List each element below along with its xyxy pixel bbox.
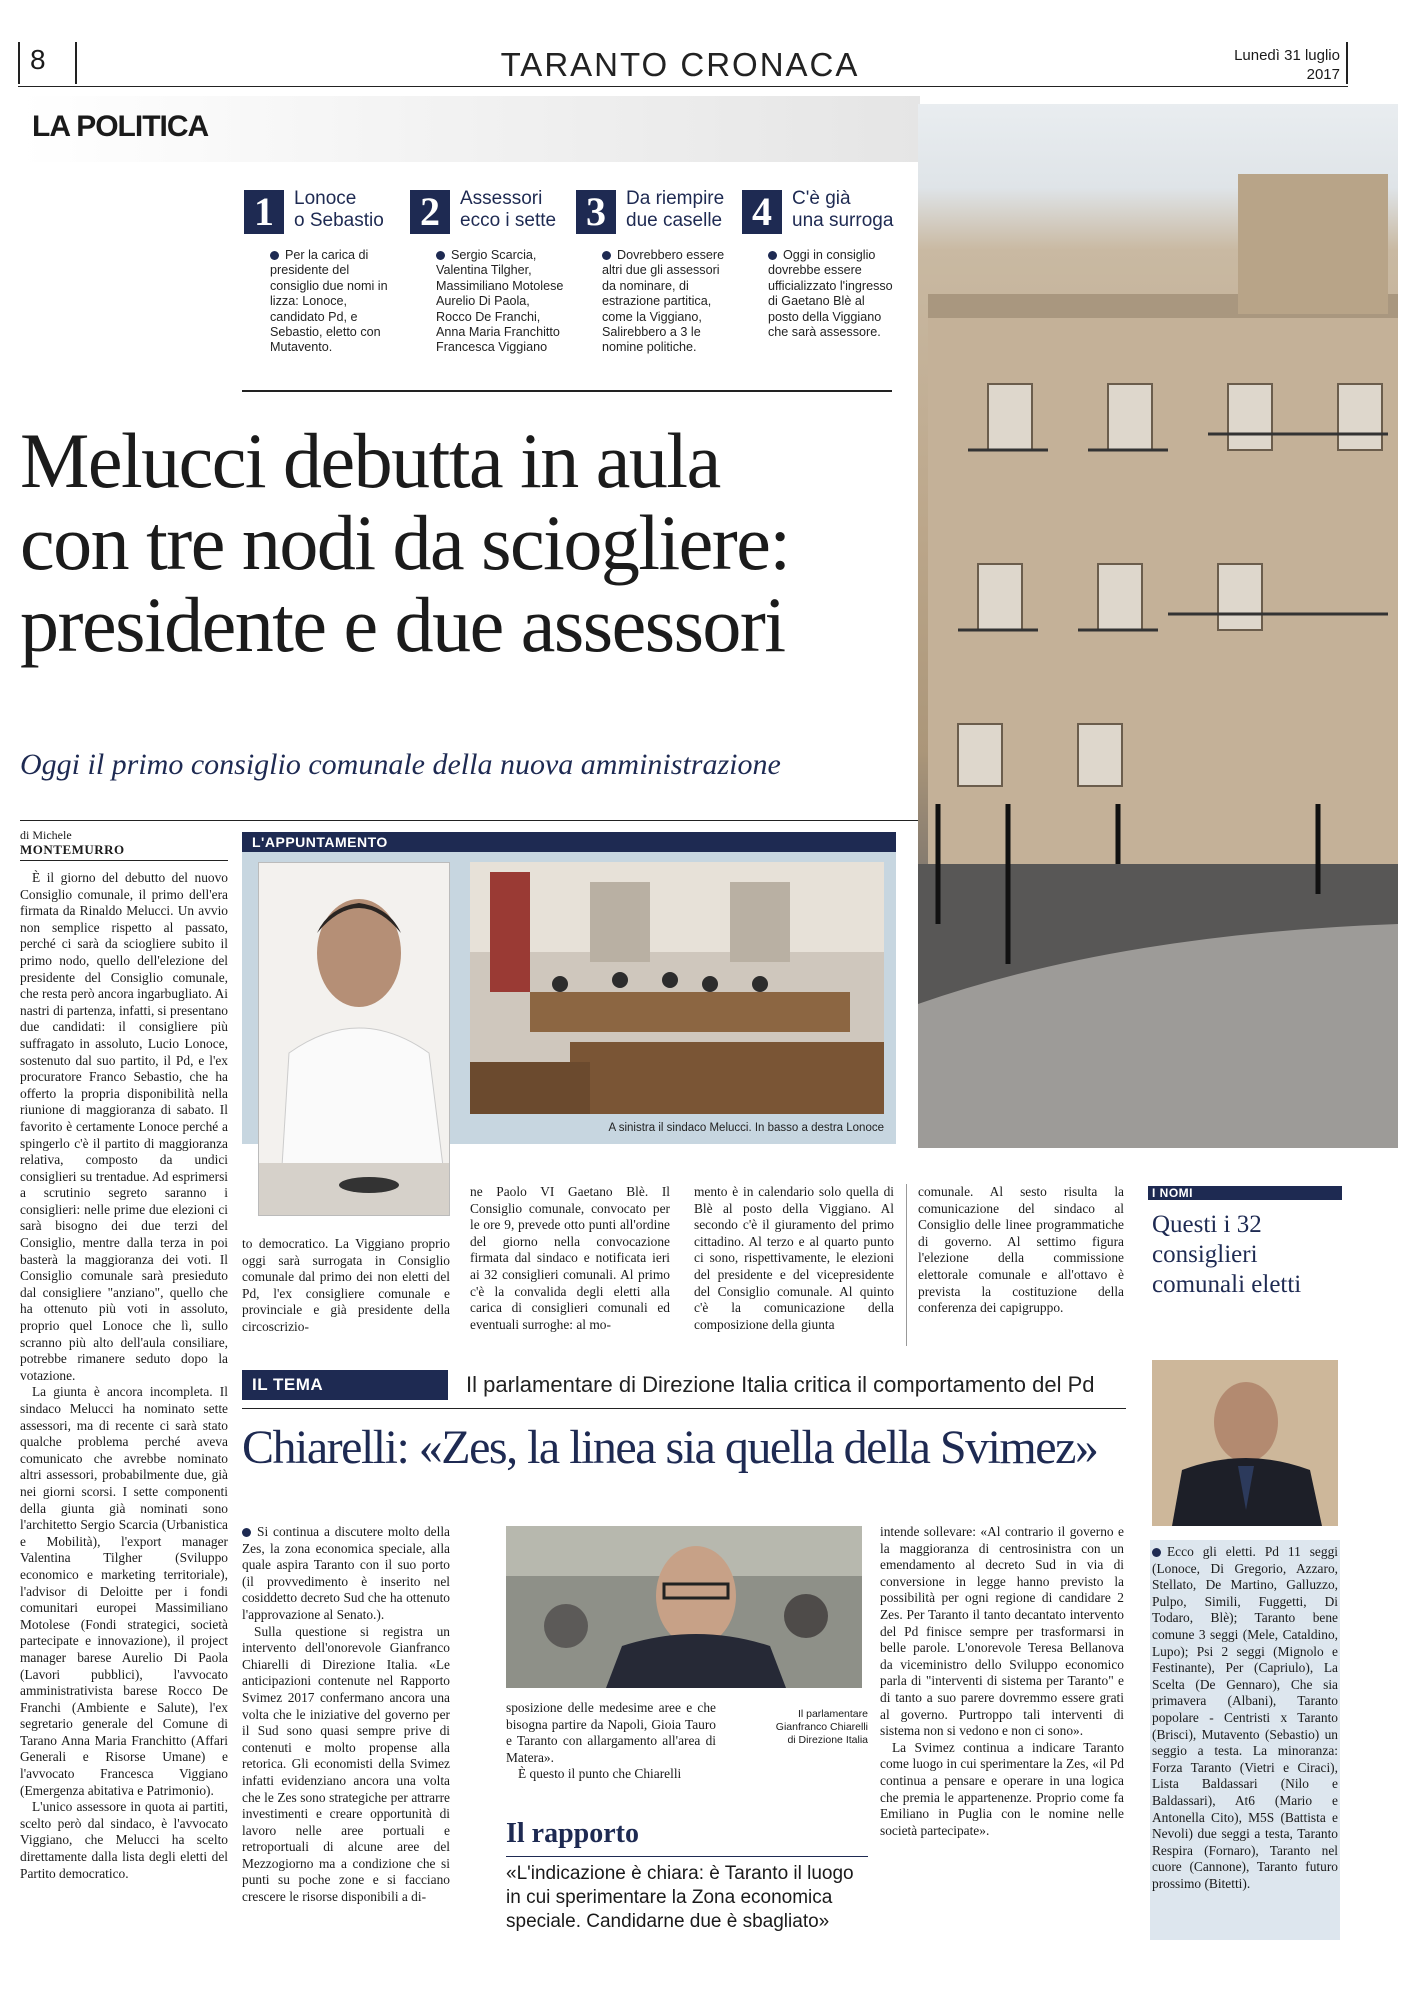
date-line-2: 2017 xyxy=(1306,66,1340,83)
chiarelli-caption: Il parlamentare Gianfranco Chiarelli di Direzione Italia xyxy=(775,1708,868,1746)
key-point-title: Lonoce o Sebastio xyxy=(294,188,384,231)
inomi-label: I NOMI xyxy=(1148,1186,1342,1200)
date-line-1: Lunedì 31 luglio xyxy=(1234,47,1340,64)
rapporto-quote: «L'indicazione è chiara: è Taranto il luogo in cui sperimentare la Zona economica speciale. Candidarne due è sbagliato» xyxy=(506,1863,854,1932)
article-column-4: mento è in calendario solo quella di Blè al posto della Viggiano. Al secondo c'è il giuramento del primo cittadino. Al terzo e al quarto punto ci sono, rispettivamente, le elezioni del presidente e del vicepresidente del Consiglio comunale. Al quinto c'è la comunicazione della composizione della giunta xyxy=(694,1184,894,1332)
byline-prefix: di Michele xyxy=(20,828,72,842)
header-rule-left xyxy=(18,42,20,84)
council-illustration xyxy=(470,862,884,1114)
mayor-photo xyxy=(258,862,450,1216)
bullet-icon xyxy=(436,251,445,260)
key-point-number: 2 xyxy=(410,190,450,234)
headline-line-1: Melucci debutta in aula xyxy=(20,417,720,504)
masthead: TARANTO CRONACA xyxy=(500,46,860,83)
key-point-text: Sergio Scarcia, Valentina Tilgher, Massimiliano Motolese Aurelio Di Paola, Rocco De Franchi, Anna Maria Franchitto Francesca Viggiano xyxy=(436,248,564,355)
bullet-icon xyxy=(768,251,777,260)
key-point-text: Oggi in consiglio dovrebbe essere ufficializzato l'ingresso di Gaetano Blè al posto della Viggiano che sarà assessore. xyxy=(768,248,893,340)
header-rule-right xyxy=(1346,42,1348,84)
chiarelli-photo xyxy=(506,1526,862,1688)
councillor-illustration xyxy=(1152,1360,1338,1526)
page-number: 8 xyxy=(30,44,46,75)
mayor-illustration xyxy=(259,863,449,1215)
key-point-number: 1 xyxy=(244,190,284,234)
headline-rule xyxy=(20,820,918,821)
council-photo xyxy=(470,862,884,1114)
bullet-icon xyxy=(270,251,279,260)
headline-line-3: presidente e due assessori xyxy=(20,581,785,668)
tema-headline: Chiarelli: «Zes, la linea sia quella della Svimez» xyxy=(242,1421,1098,1474)
appuntamento-label: L'APPUNTAMENTO xyxy=(242,832,896,852)
key-point-number: 4 xyxy=(742,190,782,234)
key-point-number: 3 xyxy=(576,190,616,234)
chiarelli-illustration xyxy=(506,1526,862,1688)
header-underline xyxy=(18,86,1348,87)
key-point-title: Assessori ecco i sette xyxy=(460,188,557,231)
bullet-icon xyxy=(602,251,611,260)
byline-rule xyxy=(20,860,228,861)
section-label: LA POLITICA xyxy=(32,110,209,143)
tema-column-3: intende sollevare: «Al contrario il governo e la maggioranza di centrosinistra con un emendamento al decreto Sud in via di conversione in legge hanno previsto la possibilità per ogni regione di candidare 2 Zes. Per Taranto il tanto decantato intervento del Pd finisce sempre per trasformarsi in belle parole. L'onorevole Teresa Bellanova da viceministro dello Sviluppo economico parla di "interventi di sistema per Taranto" e di tanto a suo parere dovremmo essere grati al governo. Purtroppo tali interventi di sistema non si vedono e non ci sono». La Svimez continua a indicare Taranto come luogo in cui sperimentare la Zes, «il Pd continua a pensare e operare in una logica che premia le appartenenze. Proprio come fa Emiliano in Puglia con le nomine nelle società partecipate». xyxy=(880,1524,1124,1838)
subheadline: Oggi il primo consiglio comunale della nuova amministrazione xyxy=(20,748,781,781)
article-column-5: comunale. Al sesto risulta la comunicazione del sindaco al Consiglio delle linee programmatiche di governo. Al settimo figura l'elezione della commissione elettorale comunale e all'ottavo è prevista la costituzione della conferenza dei capigruppo. xyxy=(918,1184,1124,1316)
inomi-title: Questi i 32 consiglieri comunali eletti xyxy=(1152,1211,1302,1298)
key-point-text: Per la carica di presidente del consiglio due nomi in lizza: Lonoce, candidato Pd, e Sebastio, eletto con Mutavento. xyxy=(270,248,388,355)
key-point-title: Da riempire due caselle xyxy=(626,188,725,231)
column-divider xyxy=(906,1184,907,1346)
tema-label: IL TEMA xyxy=(242,1370,448,1400)
photo-caption: A sinistra il sindaco Melucci. In basso a destra Lonoce xyxy=(608,1122,884,1134)
key-point-text: Dovrebbero essere altri due gli assessori da nominare, di estrazione partitica, come la Viggiano, Salirebbero a 3 le nomine politiche. xyxy=(602,248,725,355)
rapporto-title: Il rapporto xyxy=(506,1818,639,1849)
bullet-icon xyxy=(1152,1548,1161,1557)
tema-kicker: Il parlamentare di Direzione Italia critica il comportamento del Pd xyxy=(466,1372,1095,1397)
town-hall-photo xyxy=(918,104,1398,1148)
headline-line-2: con tre nodi da sciogliere: xyxy=(20,499,790,586)
tema-column-1: Si continua a discutere molto della Zes, la zona economica speciale, alla quale aspira Taranto con il suo porto (il provvedimento è inserito nel cosiddetto decreto Sud che ha ottenuto l'approvazione al Senato.). Sulla questione si registra un intervento dell'onorevole Gianfranco Chiarelli di Direzione Italia. «Le anticipazioni contenute nel Rapporto Svimez 2017 confermano ancora una volta che le iniziative del governo per il Sud sono quasi sempre prive di contenuti e molto propense alla retorica. Gli economisti della Svimez infatti evidenziano ancora una volta che le Zes sono strategiche per attrarre investimenti e creare opportunità di lavoro nelle aree portuali e retroportuali di alcune aree del Mezzogiorno ma a condizione che si punti su poche zone e si facciano crescere le risorse disponibili a di- xyxy=(242,1524,450,1905)
article-column-3: ne Paolo VI Gaetano Blè. Il Consiglio comunale, convocato per le ore 9, prevede otto punti all'ordine del giorno nella convocazione firmata dal sindaco e notificata ieri ai 32 consiglieri comunali. Al primo c'è la convalida degli eletti alla carica di consiglieri comunali ed eventuali surroghe: al mo- xyxy=(470,1184,670,1332)
councillor-photo xyxy=(1152,1360,1338,1526)
building-illustration xyxy=(918,104,1398,1148)
main-headline xyxy=(20,417,920,668)
tema-rule xyxy=(242,1408,1126,1409)
key-points-underline xyxy=(242,390,892,392)
bullet-icon xyxy=(242,1528,251,1537)
rapporto-rule xyxy=(506,1856,868,1857)
date xyxy=(1160,46,1340,84)
article-column-2: to democratico. La Viggiano proprio oggi sarà surrogata in Consiglio comunale dal primo dei non eletti del Pd, l'ex consigliere comunale e provinciale e già presidente della circoscrizio- xyxy=(242,1236,450,1334)
inomi-text: Ecco gli eletti. Pd 11 seggi (Lonoce, Di Gregorio, Azzaro, Stellato, De Martino, Galluzzo, Pulpo, Simili, Fuggetti, Di Todaro, Blè); Taranto bene comune 3 seggi (Mele, Cataldino, Lupo); Psi 2 seggi (Mignolo e Festinante), Per (Capriulo), La Scelta (De Gennaro), Che sia primavera (Albani), Taranto popolare - Centristi x Taranto (Brisci), Mutavento (Sebastio) un seggio a testa. La minoranza: Forza Taranto (Vietri e Ciraci), Lista Baldassari (Nilo e Baldassari), At6 (Mario e Antonella Cito), M5S (Battista e Nevoli) due seggi a testa, Taranto Respira (Fornaro), Taranto nel cuore (Cannone), Taranto futuro prossimo (Bitetti). xyxy=(1150,1540,1340,1940)
key-point-title: C'è già una surroga xyxy=(792,188,894,231)
byline-name: MONTEMURRO xyxy=(20,842,125,857)
article-column-1: È il giorno del debutto del nuovo Consiglio comunale, il primo dell'era firmata da Rinaldo Melucci. Un avvio non semplice rispetto al passato, perché ci sarà da sciogliere subito il primo nodo, quello dell'elezione del presidente del Consiglio comunale, che resta però ancora ingarbugliato. Ai nastri di partenza, infatti, si presentano due candidati: il consigliere più suffragato in assoluto, Lucio Lonoce, sostenuto dal suo partito, il Pd, e l'ex procuratore Franco Sebastio, che ha offerto la propria disponibilità nella riunione di maggioranza di sabato. Il favorito è certamente Lonoce perché a spingerlo c'è il partito di maggioranza relativa, composto da undici consiglieri su trentadue. Ad esprimersi a scrutinio segreto saranno i consiglieri: nelle prime due elezioni ci sarà bisogno dei due terzi del Consiglio, mentre dalla terza in poi basterà la maggioranza dei voti. Il Consiglio comunale sarà presieduto dal consigliere "anziano", quello che ha ottenuto più voti in assoluto, proprio quel Lonoce che lì, sullo scranno più alto dell'aula consiliare, potrebbe rimanere seduto dopo la votazione. La giunta è ancora incompleta. Il sindaco Melucci ha nominato sette assessori, ma di recente ci sarà stato qualche problema perché aveva comunicato che avrebbe nominato altri assessori, probabilmente due, già nei giorni scorsi. I sette componenti della giunta già nominati sono l'architetto Sergio Scarcia (Urbanistica e Mobilità), l'export manager Valentina Tilgher (Sviluppo economico e marketing territoriale), l'advisor di Deloitte per i fondi comunitari europei Massimiliano Motolese (Fondi strategici, società partecipate e innovazione), il project manager barese Aurelio Di Paola (Lavori pubblici), l'avvocato amministrativista barese Rocco De Franchi (Ambiente e Salute), l'ex segretario generale del Comune di Tarano Anna Maria Franchitto (Affari Generali e Risorse Umane) e l'avvocato Francesca Viggiano (Emergenza abitativa e Patrimonio). L'unico assessore in quota ai partiti, scelto però dal sindaco, è l'avvocato Viggiano, che Melucci ha scelto direttamente dalla lista degli eletti del Partito democratico. xyxy=(20,870,228,1881)
tema-column-2: sposizione delle medesime aree e che bisogna partire da Napoli, Gioia Tauro e Taranto con allargamento all'area di Matera». È questo il punto che Chiarelli xyxy=(506,1700,716,1782)
header-divider xyxy=(75,42,77,84)
